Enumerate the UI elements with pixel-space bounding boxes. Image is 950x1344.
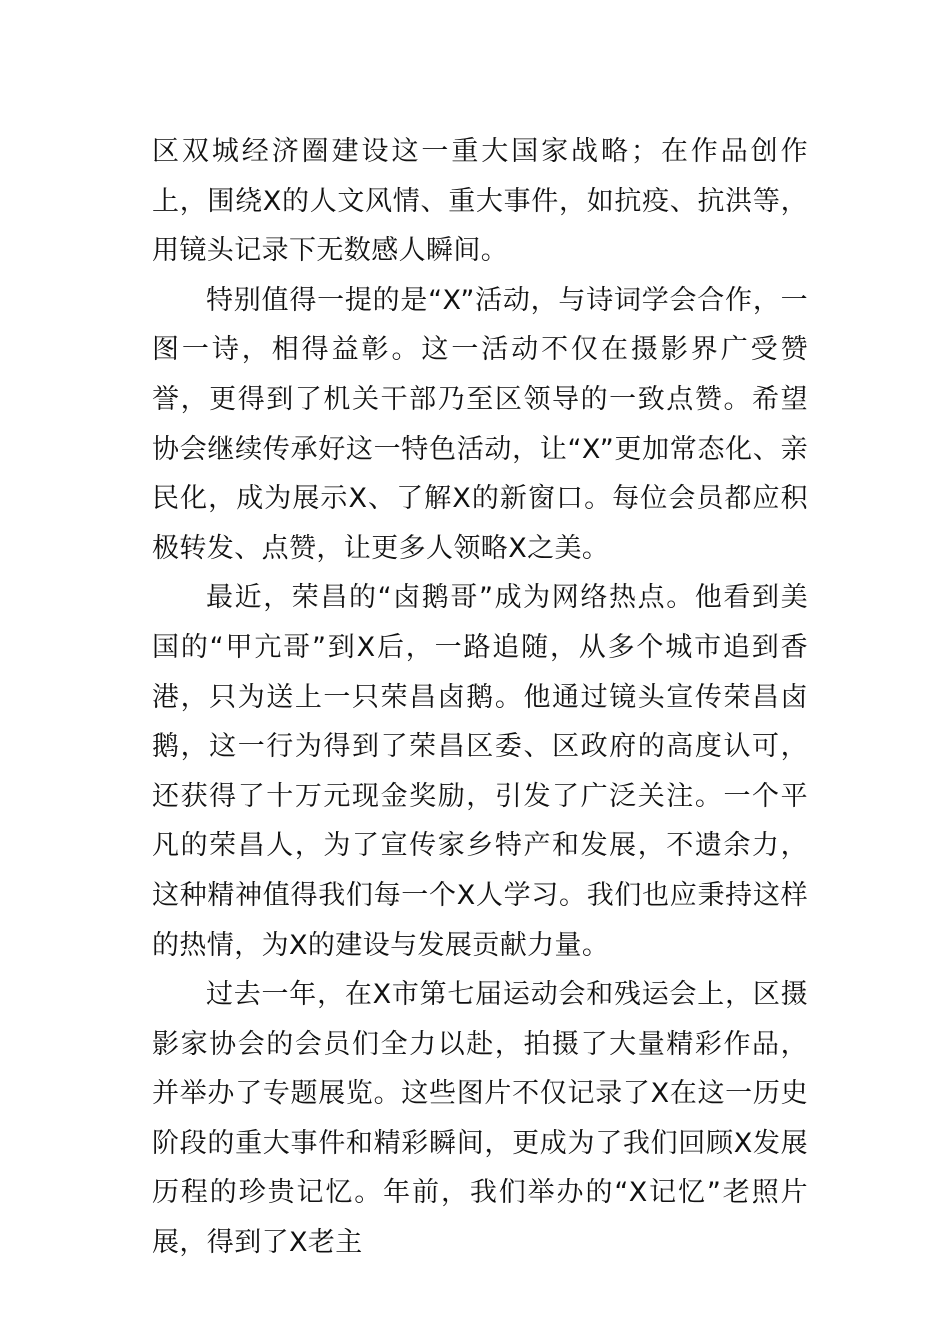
paragraph-1: 区双城经济圈建设这一重大国家战略；在作品创作上，围绕X的人文风情、重大事件，如抗疫、抗洪等，用镜头记录下无数感人瞬间。 [152,136,808,267]
paragraph-3: 最近，荣昌的“卤鹅哥”成为网络热点。他看到美国的“甲亢哥”到X后，一路追随，从多个城市追到香港，只为送上一只荣昌卤鹅。他通过镜头宣传荣昌卤鹅，这一行为得到了荣昌区委、区政府的高度认可，还获得了十万元现金奖励，引发了广泛关注。一个平凡的荣昌人，为了宣传家乡特产和发展，不遗余力，这种精神值得我们每一个X人学习。我们也应秉持这样的热情，为X的建设与发展贡献力量。 [152,582,808,961]
paragraph-4: 过去一年，在X市第七届运动会和残运会上，区摄影家协会的会员们全力以赴，拍摄了大量精彩作品，并举办了专题展览。这些图片不仅记录了X在这一历史阶段的重大事件和精彩瞬间，更成为了我们回顾X发展历程的珍贵记忆。年前，我们举办的“X记忆”老照片展，得到了X老主 [152,979,808,1259]
document-body [152,127,808,1268]
paragraph-2: 特别值得一提的是“X”活动，与诗词学会合作，一图一诗，相得益彰。这一活动不仅在摄影界广受赞誉，更得到了机关干部乃至区领导的一致点赞。希望协会继续传承好这一特色活动，让“X”更加常态化、亲民化，成为展示X、了解X的新窗口。每位会员都应积极转发、点赞，让更多人领略X之美。 [152,284,808,564]
